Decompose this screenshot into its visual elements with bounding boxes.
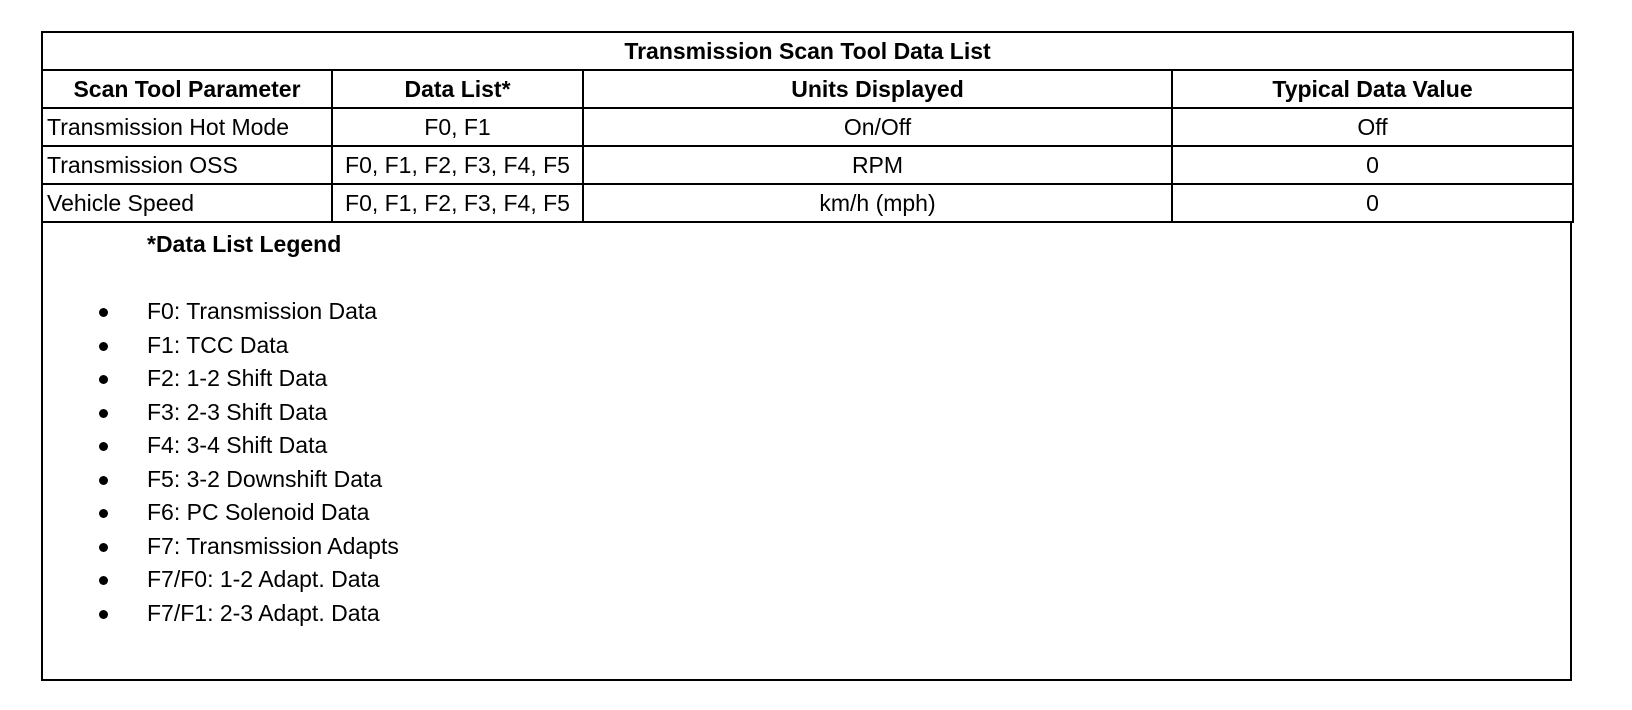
table-row: [42, 108, 1573, 146]
bullet-icon: [99, 409, 108, 418]
legend-item-label: F6: PC Solenoid Data: [147, 499, 370, 525]
typical-value-cell: 0: [1172, 146, 1573, 184]
table-title: Transmission Scan Tool Data List: [42, 32, 1573, 70]
legend-item: [91, 362, 399, 396]
table-title-row: [42, 32, 1573, 70]
legend-item: [91, 295, 399, 329]
parameter-cell: Vehicle Speed: [42, 184, 332, 222]
legend-item-label: F3: 2-3 Shift Data: [147, 398, 328, 425]
legend-item-label: F1: TCC Data: [147, 331, 289, 358]
legend-title: *Data List Legend: [147, 231, 342, 257]
typical-value-cell: 0: [1172, 184, 1573, 222]
column-header: Typical Data Value: [1172, 70, 1573, 108]
bullet-icon: [99, 342, 108, 351]
legend-item-label: F2: 1-2 Shift Data: [147, 365, 328, 391]
legend-section: [41, 223, 1572, 681]
legend-item-label: F7/F1: 2-3 Adapt. Data: [147, 599, 380, 626]
column-header: Scan Tool Parameter: [42, 70, 332, 108]
bullet-icon: [99, 442, 108, 451]
bullet-icon: [99, 476, 108, 485]
legend-item: [91, 597, 399, 631]
bullet-icon: [99, 610, 108, 619]
data-list-cell: F0, F1: [332, 108, 583, 146]
legend-item-label: F7: Transmission Adapts: [147, 532, 399, 559]
legend-item-label: F7/F0: 1-2 Adapt. Data: [147, 566, 380, 592]
data-list-document: [41, 31, 1572, 681]
column-header: Data List*: [332, 70, 583, 108]
bullet-icon: [99, 509, 108, 518]
legend-item-label: F4: 3-4 Shift Data: [147, 432, 328, 458]
data-list-cell: F0, F1, F2, F3, F4, F5: [332, 184, 583, 222]
typical-value-cell: Off: [1172, 108, 1573, 146]
legend-item: [91, 563, 399, 597]
units-cell: km/h (mph): [583, 184, 1172, 222]
column-header: Units Displayed: [583, 70, 1172, 108]
units-cell: On/Off: [583, 108, 1172, 146]
data-list-cell: F0, F1, F2, F3, F4, F5: [332, 146, 583, 184]
bullet-icon: [99, 375, 108, 384]
scan-tool-data-table: [41, 31, 1574, 223]
bullet-icon: [99, 576, 108, 585]
legend-item: [91, 530, 399, 564]
legend-item: [91, 463, 399, 497]
legend-item-label: F5: 3-2 Downshift Data: [147, 465, 383, 492]
legend-item: [91, 329, 399, 363]
parameter-cell: Transmission OSS: [42, 146, 332, 184]
legend-list: [91, 295, 399, 630]
table-row: [42, 184, 1573, 222]
units-cell: RPM: [583, 146, 1172, 184]
bullet-icon: [99, 543, 108, 552]
legend-item: [91, 429, 399, 463]
legend-item: [91, 396, 399, 430]
parameter-cell: Transmission Hot Mode: [42, 108, 332, 146]
legend-item-label: F0: Transmission Data: [147, 298, 378, 324]
table-header-row: [42, 70, 1573, 108]
bullet-icon: [99, 308, 108, 317]
table-row: [42, 146, 1573, 184]
legend-item: [91, 496, 399, 530]
